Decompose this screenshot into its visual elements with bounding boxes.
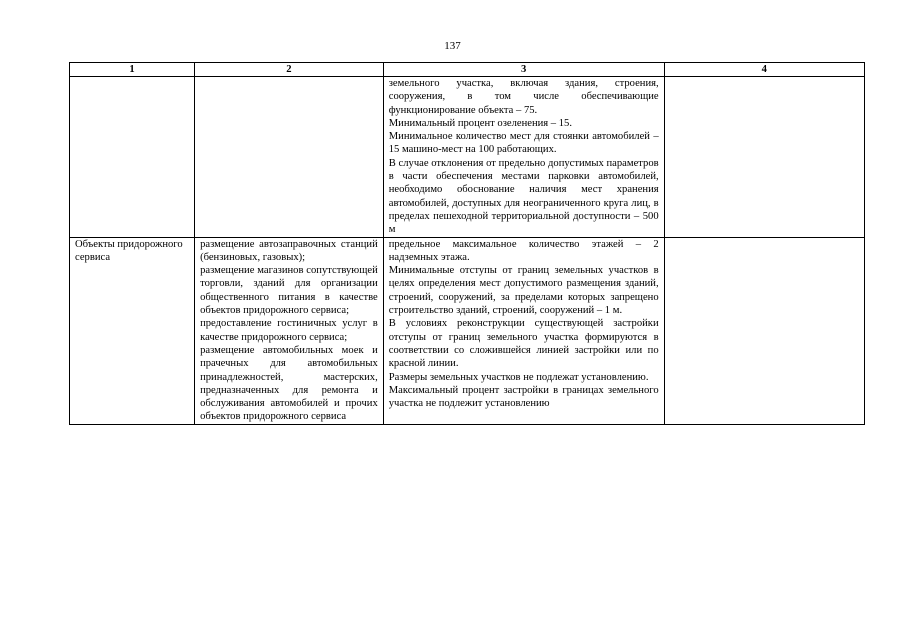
table-cell-col3 (383, 77, 664, 238)
cell-paragraph: В условиях реконструкции существующей застройки отступы от границ земельного участка формируются в соответствии со сложившейся линией застройки или по красной линии. (388, 318, 659, 370)
regulations-table (69, 62, 865, 425)
cell-paragraph: Объекты придорожного сервиса (75, 238, 183, 263)
header-col-1: 1 (70, 63, 195, 77)
header-col-2: 2 (195, 63, 384, 77)
table-cell-col2 (195, 237, 384, 424)
table-cell-col2 (195, 77, 384, 238)
cell-paragraph: размещение автозаправочных станций (бензиновых, газовых); (200, 238, 378, 263)
cell-paragraph: предоставление гостиничных услуг в качестве придорожного сервиса; (200, 318, 378, 343)
table-cell-col4 (664, 77, 864, 238)
table-cell-col3 (383, 237, 664, 424)
table-header-row (70, 63, 865, 77)
cell-paragraph: размещение магазинов сопутствующей торговли, зданий для организации общественного питания в качестве объектов придорожного сервиса; (200, 265, 378, 317)
cell-paragraph: размещение автомобильных моек и прачечных для автомобильных принадлежностей, мастерских, предназначенных для ремонта и обслуживания автомобилей и прочих объектов придорожного сервиса (200, 344, 378, 423)
table-cell-col4 (664, 237, 864, 424)
cell-paragraph: земельного участка, включая здания, строения, сооружения, в том числе обеспечивающие функционирование объекта – 75. (388, 78, 659, 116)
cell-paragraph: Минимальные отступы от границ земельных участков в целях определения мест допустимого размещения зданий, строений, сооружений, за пределами которых запрещено строительство зданий, строений, сооружений – 1 м. (388, 265, 659, 317)
table-row (70, 77, 865, 238)
cell-paragraph: предельное максимальное количество этажей – 2 надземных этажа. (388, 238, 659, 263)
cell-paragraph: В случае отклонения от предельно допустимых параметров в части обеспечения местами парковки автомобилей, необходимо обоснование наличия мест хранения автомобилей, доступных для неограниченного круга лиц, в пределах пешеходной территориальной доступности – 500 м (388, 157, 659, 236)
page-number: 137 (444, 40, 461, 52)
header-col-4: 4 (664, 63, 864, 77)
cell-paragraph: Размеры земельных участков не подлежат установлению. (388, 371, 649, 383)
table-row (70, 237, 865, 424)
cell-paragraph: Минимальный процент озеленения – 15. (388, 117, 572, 129)
table-cell-col1 (70, 77, 195, 238)
header-col-3: 3 (383, 63, 664, 77)
table-cell-col1 (70, 237, 195, 424)
cell-paragraph: Минимальное количество мест для стоянки автомобилей – 15 машино-мест на 100 работающих. (388, 131, 659, 156)
cell-paragraph: Максимальный процент застройки в границах земельного участка не подлежит установлению (388, 384, 659, 410)
